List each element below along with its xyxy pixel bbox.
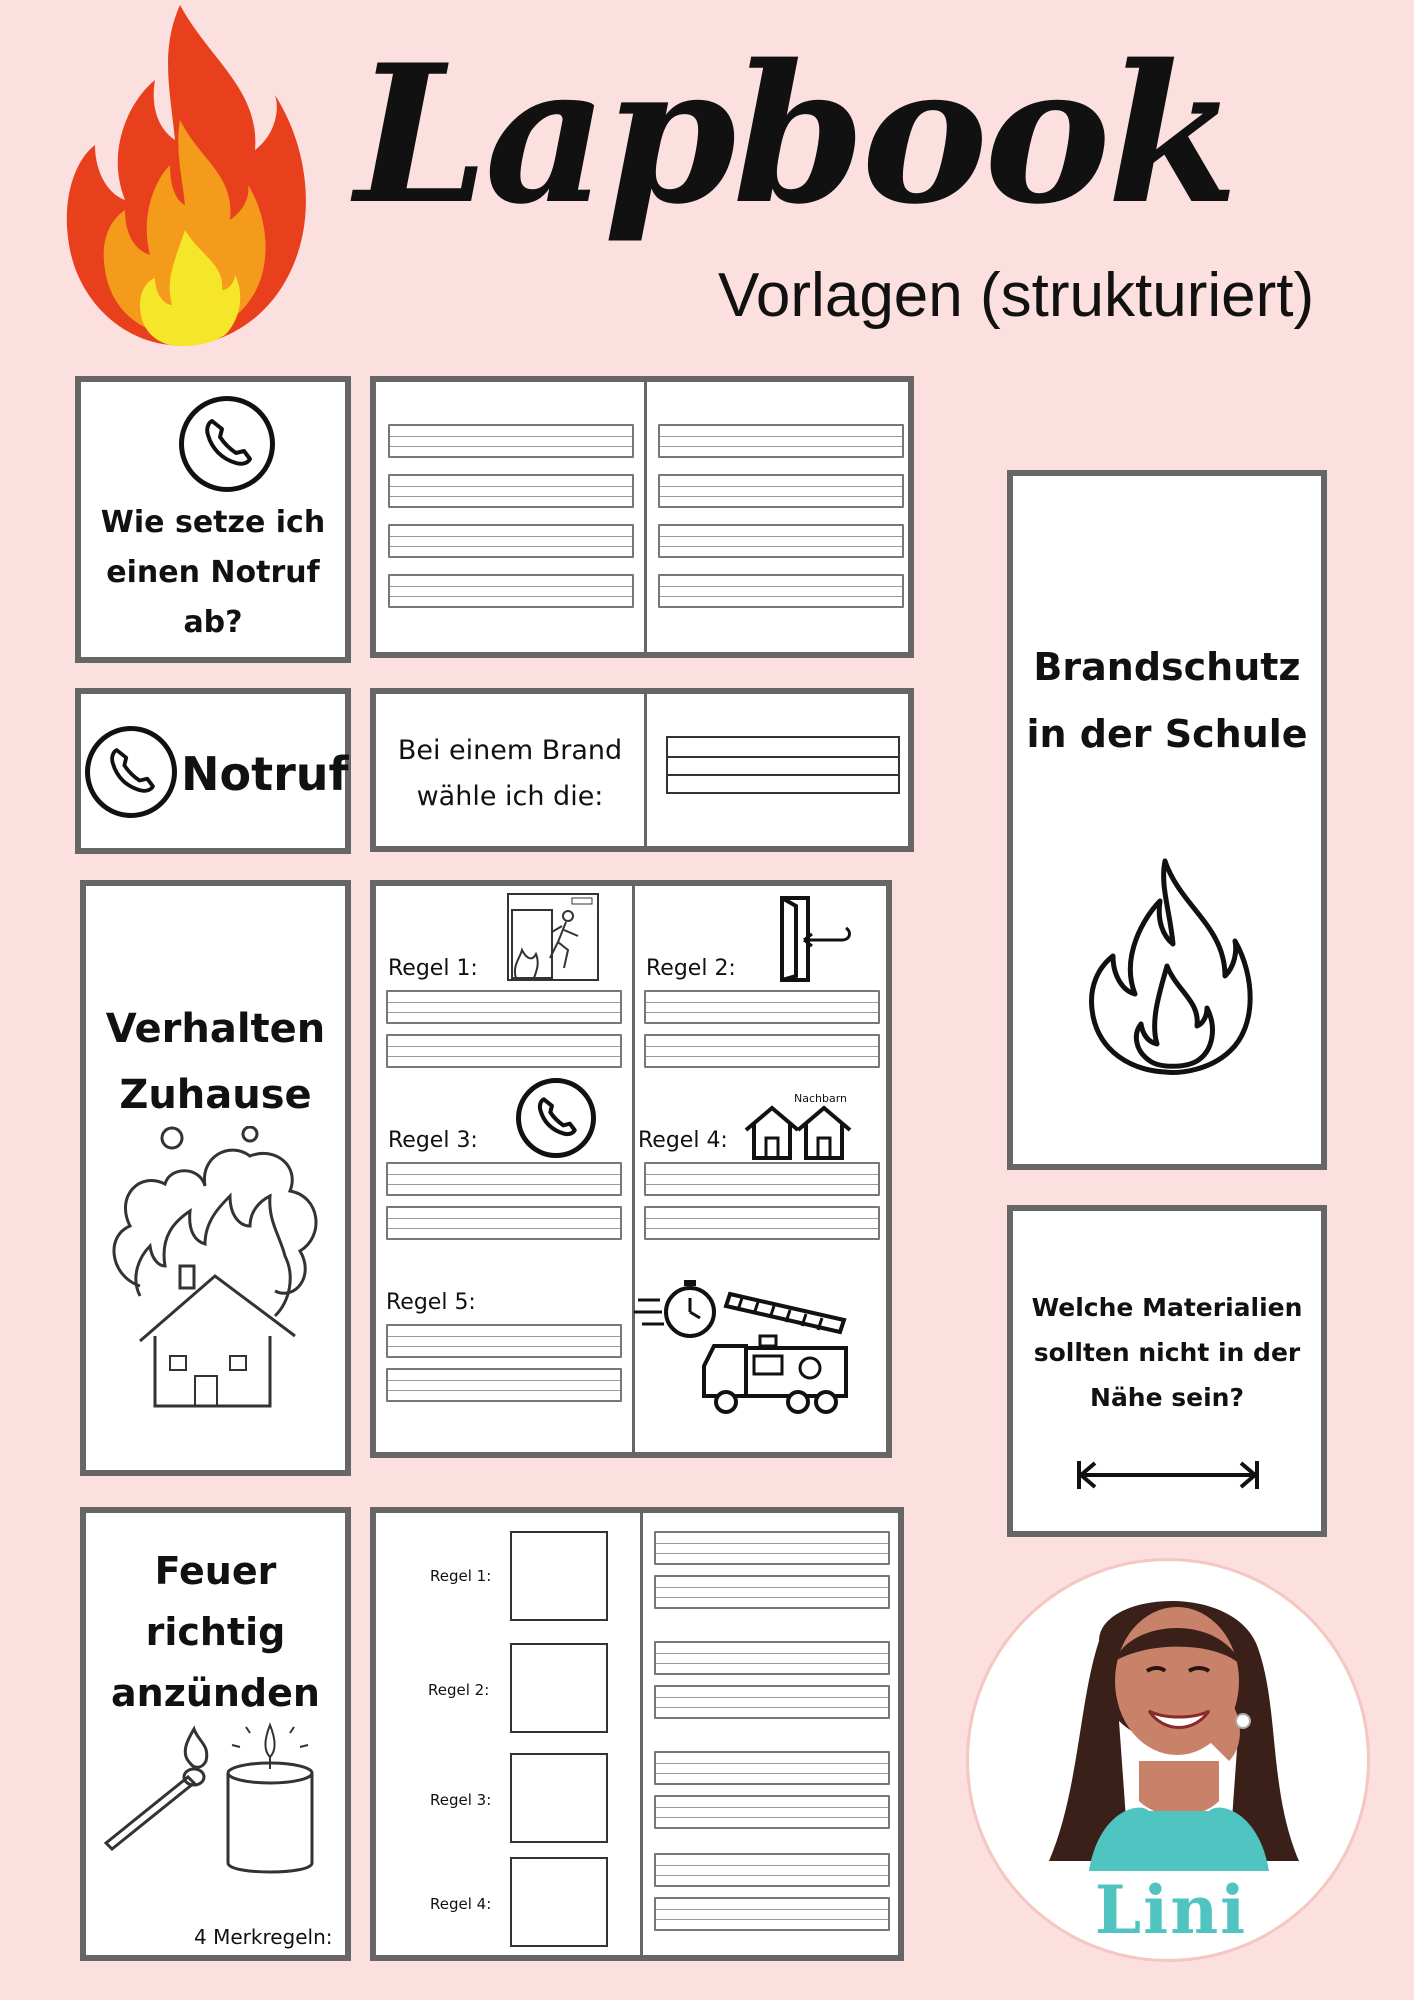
phone-icon: [85, 726, 177, 818]
writing-lines: [654, 1685, 890, 1719]
writing-lines: [644, 1162, 880, 1196]
page-title: Lapbook: [355, 23, 1235, 246]
houses-icon: [742, 1104, 854, 1162]
writing-lines: [644, 990, 880, 1024]
logo-badge: [966, 1558, 1370, 1962]
card-merkregeln: [370, 1507, 904, 1961]
card-verhalten: [80, 880, 351, 1476]
writing-lines: [386, 1368, 622, 1402]
fire-exit-icon: [506, 892, 600, 982]
writing-lines: [386, 1034, 622, 1068]
drawing-box: [510, 1753, 608, 1843]
flame-icon: [60, 0, 310, 350]
match-icon: [98, 1723, 218, 1853]
regel-1-label: Regel 1:: [388, 956, 478, 981]
door-icon: [776, 894, 856, 984]
writing-lines: [654, 1897, 890, 1931]
writing-lines: [654, 1751, 890, 1785]
writing-lines: [386, 1206, 622, 1240]
writing-lines: [658, 424, 904, 458]
writing-lines: [654, 1531, 890, 1565]
card-notruf-label: [75, 688, 351, 854]
card-materialien: [1007, 1205, 1327, 1537]
small-regel-3-label: Regel 3:: [430, 1791, 492, 1809]
writing-lines: [388, 424, 634, 458]
writing-lines: [386, 990, 622, 1024]
writing-lines: [644, 1206, 880, 1240]
card-regeln: [370, 880, 892, 1458]
writing-lines: [654, 1795, 890, 1829]
feuer-title: Feuer richtig anzünden: [111, 1549, 320, 1715]
merkregeln-label: 4 Merkregeln:: [194, 1925, 333, 1949]
regel-3-label: Regel 3:: [388, 1128, 478, 1153]
double-arrow-icon: [1075, 1455, 1261, 1495]
writing-lines: [644, 1034, 880, 1068]
writing-lines: [654, 1641, 890, 1675]
booklet-fold: [640, 1513, 643, 1955]
drawing-box: [510, 1531, 608, 1621]
drawing-box: [510, 1643, 608, 1733]
writing-lines: [654, 1575, 890, 1609]
notruf-label: Notruf: [181, 747, 349, 801]
flame-outline-icon: [1085, 856, 1255, 1076]
writing-lines: [658, 574, 904, 608]
writing-lines: [388, 574, 634, 608]
small-regel-2-label: Regel 2:: [428, 1681, 490, 1699]
booklet-fold: [644, 694, 647, 846]
materialien-question: Welche Materialien sollten nicht in der Nähe sein?: [1031, 1293, 1303, 1412]
regel-2-label: Regel 2:: [646, 956, 736, 981]
card-feuer: [80, 1507, 351, 1961]
small-regel-1-label: Regel 1:: [430, 1567, 492, 1585]
regel-4-label: Regel 4:: [638, 1128, 728, 1153]
regel-5-label: Regel 5:: [386, 1290, 476, 1315]
phone-icon: [516, 1078, 596, 1158]
card-brand-prompt: [370, 688, 914, 852]
card-brandschutz: [1007, 470, 1327, 1170]
logo-name: Lini: [1094, 1871, 1248, 1949]
booklet-fold: [644, 382, 647, 652]
writing-lines: [388, 524, 634, 558]
burning-house-icon: [100, 1126, 332, 1416]
writing-lines: [386, 1162, 622, 1196]
brand-prompt-text: Bei einem Brand wähle ich die:: [397, 735, 623, 812]
card-lined-booklet: [370, 376, 914, 658]
card-notruf-question: [75, 376, 351, 663]
writing-lines: [658, 474, 904, 508]
page-subtitle: Vorlagen (strukturiert): [718, 261, 1315, 330]
writing-lines: [654, 1853, 890, 1887]
drawing-box: [510, 1857, 608, 1947]
avatar: [1029, 1571, 1319, 1871]
brandschutz-title: Brandschutz in der Schule: [1026, 645, 1308, 756]
notruf-question-text: Wie setze ich einen Notruf ab?: [100, 505, 326, 640]
writing-lines: [386, 1324, 622, 1358]
writing-lines: [388, 474, 634, 508]
fire-truck-icon: [634, 1270, 874, 1422]
nachbarn-label: Nachbarn: [794, 1092, 848, 1105]
verhalten-title: Verhalten Zuhause: [105, 1006, 326, 1118]
answer-lines: [666, 736, 900, 794]
small-regel-4-label: Regel 4:: [430, 1895, 492, 1913]
candle-icon: [220, 1713, 320, 1883]
phone-icon: [179, 396, 275, 492]
writing-lines: [658, 524, 904, 558]
